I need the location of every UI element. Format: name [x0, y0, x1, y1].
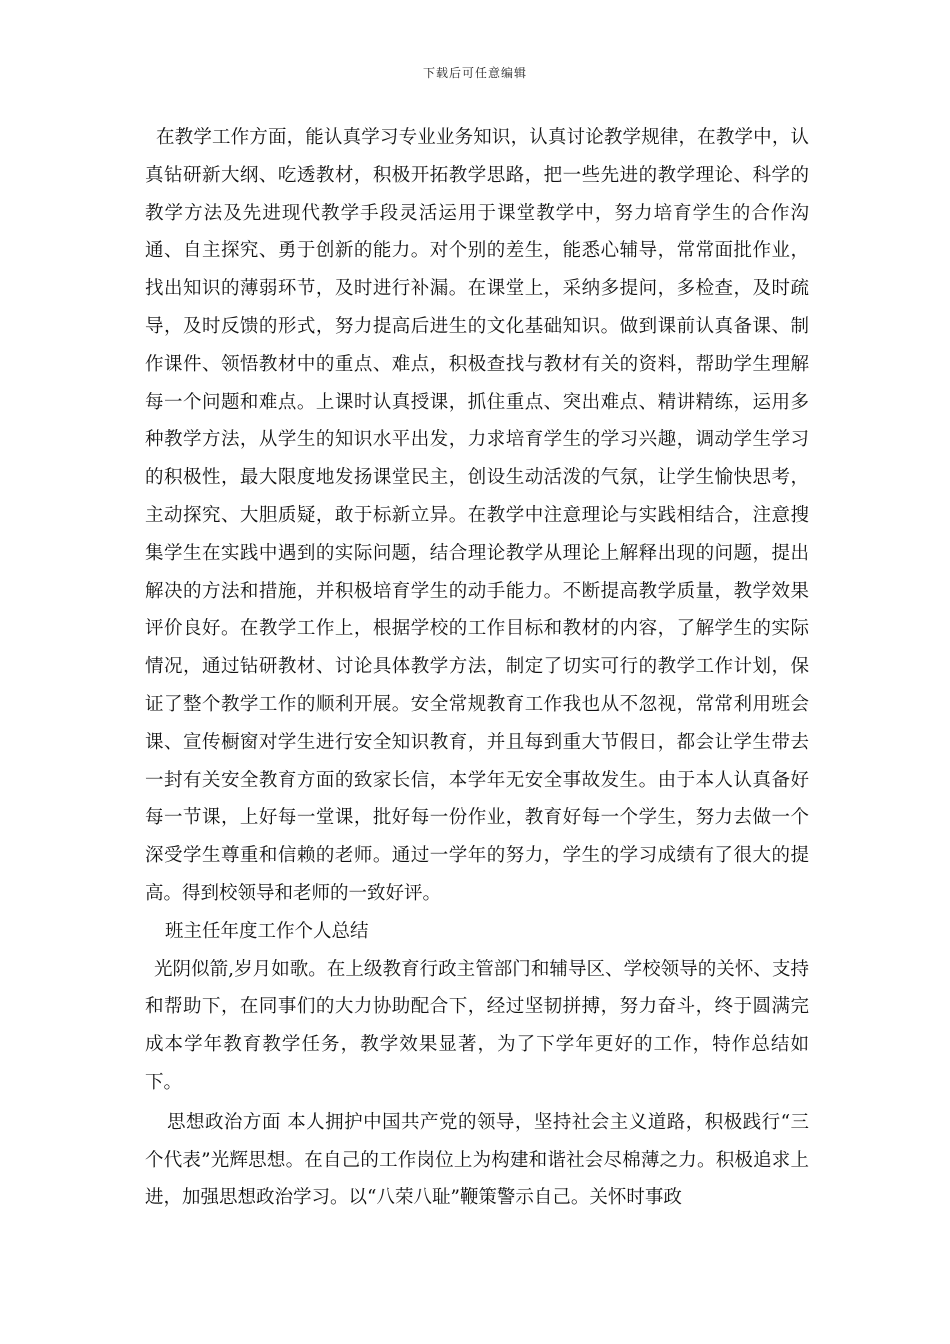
paragraph-political-thought: 思想政治方面 本人拥护中国共产党的领导，坚持社会主义道路，积极践行“三个代表”光辉思想。在自己的工作岗位上为构建和谐社会尽棉薄之力。积极追求上进，加强思想政治学习。以“八荣八耻”鞭策警示自己。关怀时事政 — [145, 1111, 809, 1209]
paragraph-introduction: 光阴似箭,岁月如歌。在上级教育行政主管部门和辅导区、学校领导的关怀、支持和帮助下，在同事们的大力协助配合下，经过坚韧拼搏，努力奋斗，终于圆满完成本学年教育教学任务，教学效果显著，为了下学年更好的工作，特作总结如下。 — [145, 958, 809, 1093]
document-body — [145, 119, 828, 1217]
page-header-note: 下载后可任意编辑 — [422, 66, 527, 80]
paragraph-teaching-work: 在教学工作方面，能认真学习专业业务知识，认真讨论教学规律，在教学中，认真钻研新大纲、吃透教材，积极开拓教学思路，把一些先进的教学理论、科学的教学方法及先进现代教学手段灵活运用于课堂教学中，努力培育学生的合作沟通、自主探究、勇于创新的能力。对个别的差生，能悉心辅导，常常面批作业，找出知识的薄弱环节，及时进行补漏。在课堂上，采纳多提问，多检查，及时疏导，及时反馈的形式，努力提高后进生的文化基础知识。做到课前认真备课、制作课件、领悟教材中的重点、难点，积极查找与教材有关的资料，帮助学生理解每一个问题和难点。上课时认真授课，抓住重点、突出难点、精讲精练，运用多种教学方法，从学生的知识水平出发，力求培育学生的学习兴趣，调动学生学习的积极性，最大限度地发扬课堂民主，创设生动活泼的气氛，让学生愉快思考，主动探究、大胆质疑，敢于标新立异。在教学中注意理论与实践相结合，注意搜集学生在实践中遇到的实际问题，结合理论教学从理论上解释出现的问题，提出解决的方法和措施，并积极培育学生的动手能力。不断提高教学质量，教学效果 评价良好。在教学工作上，根据学校的工作目标和教材的内容，了解学生的实际情况，通过钻研教材、讨论具体教学方法，制定了切实可行的教学工作计划，保证了整个教学工作的顺利开展。安全常规教育工作我也从不忽视，常常利用班会课、宣传橱窗对学生进行安全知识教育，并且每到重大节假日，都会让学生带去一封有关安全教育方面的致家长信，本学年无安全事故发生。由于本人认真备好每一节课，上好每一堂课，批好每一份作业，教育好每一个学生，努力去做一个深受学生尊重和信赖的老师。通过一学年的努力，学生的学习成绩有了很大的提高。得到校领导和老师的一致好评。 — [145, 127, 828, 904]
section-title: 班主任年度工作个人总结 — [165, 920, 369, 942]
